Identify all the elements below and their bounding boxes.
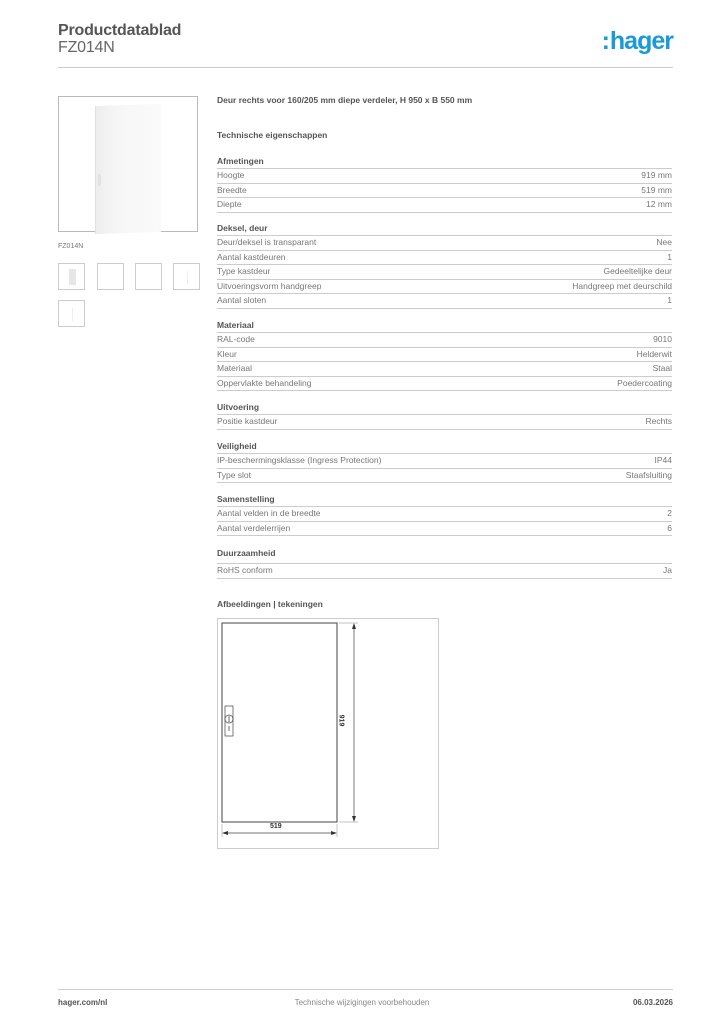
row-value: Helderwit: [636, 348, 672, 359]
section-uitvoering: [217, 401, 672, 430]
row-value: 1: [667, 251, 672, 262]
width-dimension-label: 519: [270, 823, 282, 830]
product-code: FZ014N: [58, 39, 115, 56]
main-product-image[interactable]: [58, 96, 198, 232]
thumbnail-1[interactable]: [58, 263, 85, 290]
row-value: Staal: [652, 363, 672, 373]
row-value: Staafsluiting: [625, 469, 672, 480]
table-row: [217, 236, 672, 251]
website-link[interactable]: hager.com/nl: [58, 998, 108, 1007]
table-row: [217, 184, 672, 199]
disclaimer: Technische wijzigingen voorbehouden: [294, 998, 430, 1007]
image-caption: FZ014N: [58, 243, 84, 250]
row-label: Positie kastdeur: [217, 416, 278, 426]
row-value: 12 mm: [646, 199, 672, 209]
footer-divider: [58, 989, 673, 990]
row-label: IP-beschermingsklasse (Ingress Protection): [217, 455, 382, 465]
table-row: [217, 348, 672, 363]
row-label: Aantal sloten: [217, 295, 267, 305]
row-label: Hoogte: [217, 170, 245, 180]
row-value: Rechts: [645, 416, 672, 426]
row-label: Aantal velden in de breedte: [217, 508, 321, 518]
header-divider: [58, 67, 673, 68]
section-title: Deksel, deur: [217, 222, 672, 236]
thumbnail-4[interactable]: [173, 263, 200, 290]
row-value: 919 mm: [641, 170, 672, 180]
section-samenstelling: [217, 493, 672, 536]
section-title: Materiaal: [217, 319, 672, 333]
table-row: [217, 169, 672, 184]
hager-logo: :hager: [601, 27, 673, 55]
thumbnail-5[interactable]: [58, 300, 85, 327]
row-value: Handgreep met deurschild: [572, 280, 672, 291]
row-label: Uitvoeringsvorm handgreep: [217, 280, 322, 291]
row-value: 2: [667, 508, 672, 518]
section-deksel-deur: [217, 222, 672, 309]
table-row: [217, 280, 672, 295]
row-label: Breedte: [217, 184, 247, 195]
table-row: [217, 265, 672, 280]
row-value: 6: [667, 522, 672, 533]
row-value: IP44: [654, 455, 672, 465]
table-row: [217, 377, 672, 392]
table-row: [217, 415, 672, 430]
table-row: [217, 333, 672, 348]
row-label: Kleur: [217, 348, 237, 359]
technical-properties-title: Technische eigenschappen: [217, 130, 328, 140]
product-description: Deur rechts voor 160/205 mm diepe verdeler, H 950 x B 550 mm: [217, 95, 473, 105]
table-row: [217, 251, 672, 266]
height-dimension-label: 919: [337, 714, 345, 727]
table-row: [217, 362, 672, 377]
table-row: [217, 507, 672, 522]
section-title: Veiligheid: [217, 440, 672, 454]
line-icon: [187, 271, 188, 284]
table-row: [217, 294, 672, 309]
section-title: Duurzaamheid: [217, 547, 672, 564]
door-dimension-drawing-icon: [218, 619, 440, 850]
row-label: RAL-code: [217, 334, 255, 344]
row-label: Type slot: [217, 469, 252, 480]
row-label: Deur/deksel is transparant: [217, 237, 317, 247]
section-title: Afmetingen: [217, 155, 672, 169]
table-row: [217, 564, 672, 579]
document-title: Productdatablad: [58, 22, 182, 39]
row-value: 1: [667, 295, 672, 305]
section-duurzaamheid: [217, 547, 672, 579]
row-value: Gedeeltelijke deur: [603, 266, 672, 276]
row-label: Aantal verdelerrijen: [217, 522, 291, 533]
section-veiligheid: [217, 440, 672, 483]
thumbnail-3[interactable]: [135, 263, 162, 290]
row-label: Aantal kastdeuren: [217, 251, 286, 262]
door-thumb-icon: [69, 269, 76, 285]
row-label: Diepte: [217, 199, 242, 209]
row-value: 9010: [653, 334, 672, 344]
section-materiaal: [217, 319, 672, 391]
row-value: Ja: [663, 565, 672, 575]
handle-icon: [98, 174, 101, 186]
row-label: Type kastdeur: [217, 266, 271, 276]
table-row: [217, 469, 672, 484]
row-value: Nee: [656, 237, 672, 247]
table-row: [217, 454, 672, 469]
table-row: [217, 198, 672, 213]
row-label: Materiaal: [217, 363, 252, 373]
logo-colon-icon: :: [601, 27, 609, 55]
door-photo-icon: [95, 104, 161, 234]
row-value: Poedercoating: [617, 377, 672, 388]
section-title: Uitvoering: [217, 401, 672, 415]
technical-drawing[interactable]: [217, 618, 439, 849]
row-value: 519 mm: [641, 184, 672, 195]
row-label: Oppervlakte behandeling: [217, 377, 312, 388]
document-date: 06.03.2026: [632, 998, 673, 1007]
drawings-title: Afbeeldingen | tekeningen: [217, 599, 323, 609]
line-icon: [72, 308, 73, 321]
section-title: Samenstelling: [217, 493, 672, 507]
thumbnail-2[interactable]: [97, 263, 124, 290]
section-afmetingen: [217, 155, 672, 213]
table-row: [217, 522, 672, 537]
row-label: RoHS conform: [217, 565, 273, 575]
